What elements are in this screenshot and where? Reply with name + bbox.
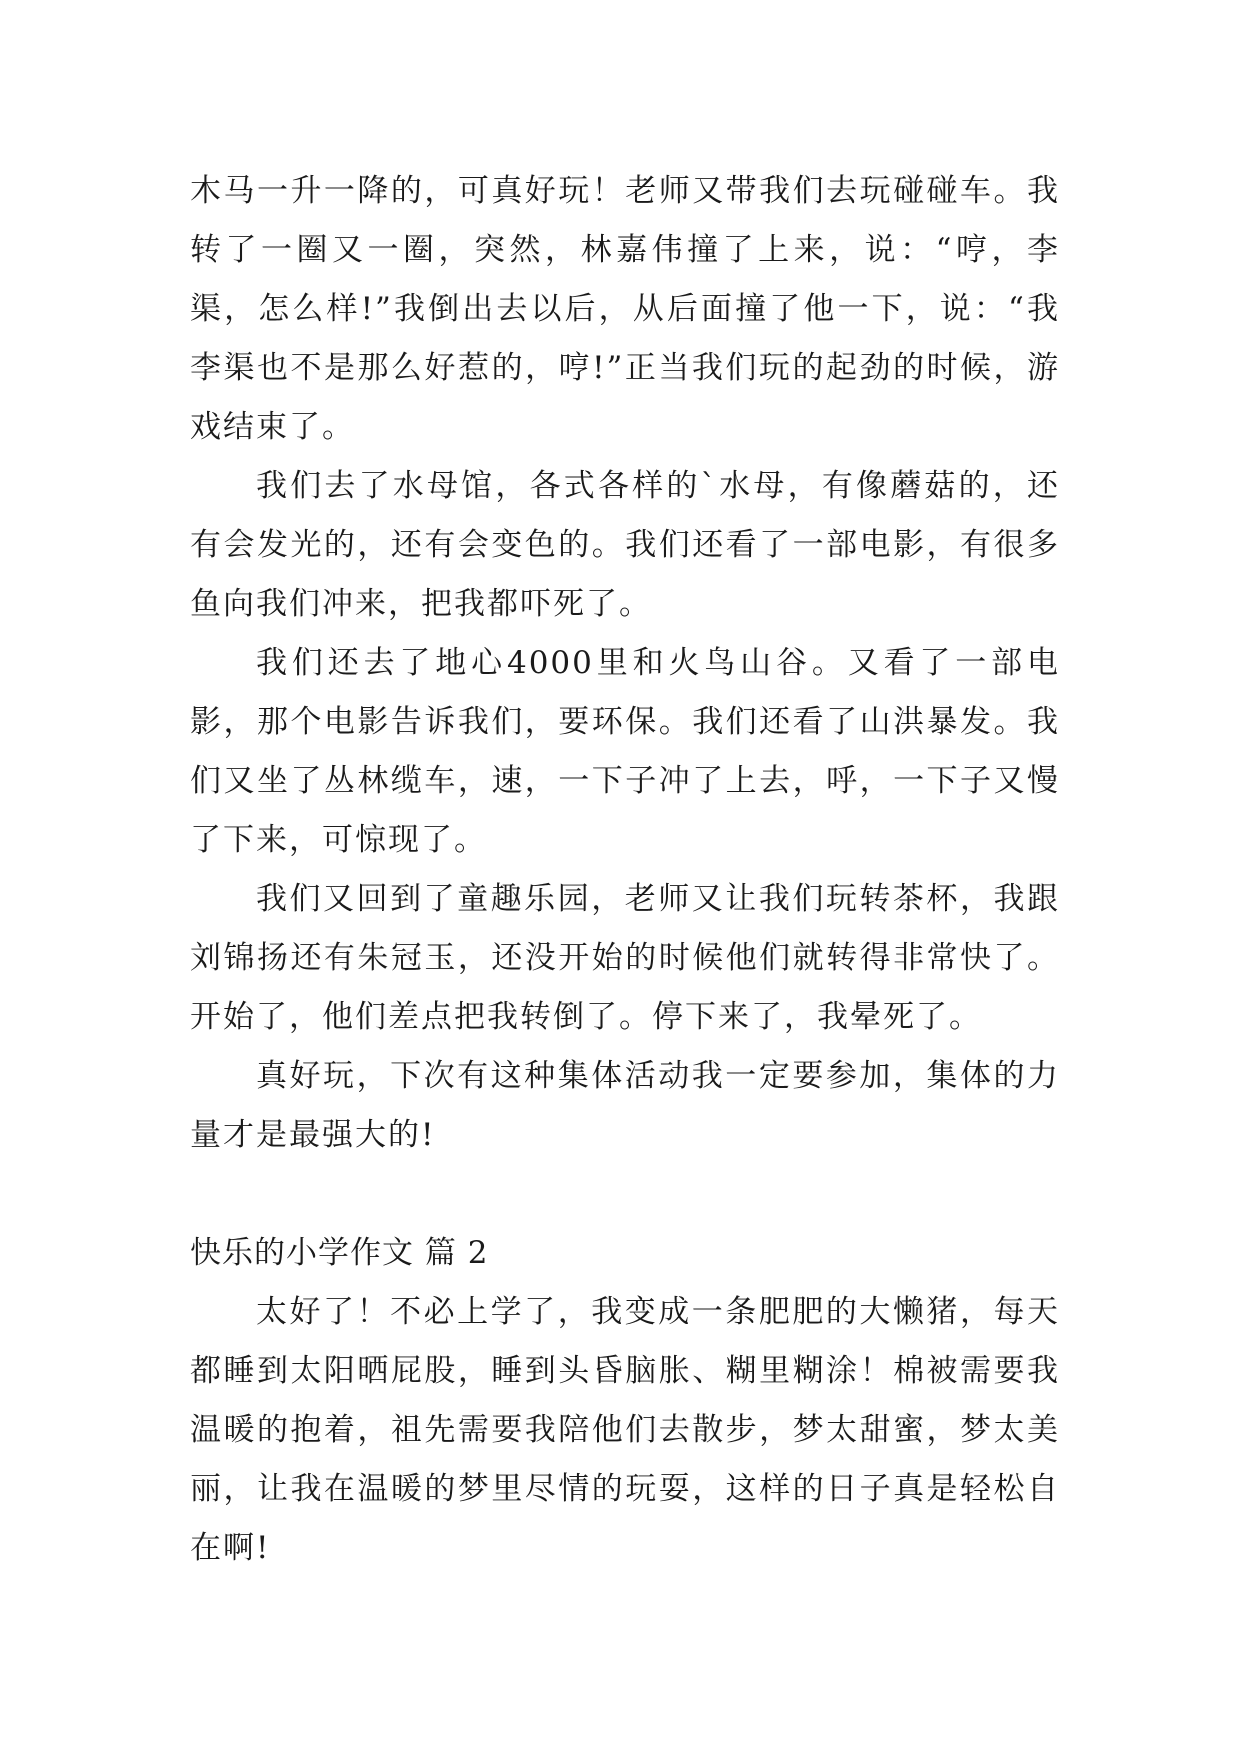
paragraph: 我们又回到了童趣乐园，老师又让我们玩转茶杯，我跟刘锦扬还有朱冠玉，还没开始的时候他们就转得非常快了。开始了，他们差点把我转倒了。停下来了，我晕死了。 [190, 881, 1060, 1035]
paragraph: 太好了！不必上学了，我变成一条肥肥的大懒猪，每天都睡到太阳晒屁股，睡到头昏脑胀、糊里糊涂！棉被需要我温暖的抱着，祖先需要我陪他们去散步，梦太甜蜜，梦太美丽，让我在温暖的梦里尽情的玩耍，这样的日子真是轻松自在啊! [190, 1294, 1060, 1566]
document-body [190, 162, 1060, 1578]
paragraph: 我们去了水母馆，各式各样的`水母，有像蘑菇的，还有会发光的，还有会变色的。我们还看了一部电影，有很多鱼向我们冲来，把我都吓死了。 [190, 468, 1060, 622]
section-spacer [190, 1165, 1060, 1224]
paragraph: 我们还去了地心4000里和火鸟山谷。又看了一部电影，那个电影告诉我们，要环保。我们还看了山洪暴发。我们又坐了丛林缆车，速，一下子冲了上去，呼，一下子又慢了下来，可惊现了。 [190, 645, 1060, 858]
section-title: 快乐的小学作文 篇 2 [190, 1235, 489, 1271]
paragraph: 木马一升一降的，可真好玩！老师又带我们去玩碰碰车。我转了一圈又一圈，突然，林嘉伟撞了上来，说：“哼，李渠，怎么样!”我倒出去以后，从后面撞了他一下，说：“我李渠也不是那么好惹的，哼!”正当我们玩的起劲的时候，游戏结束了。 [190, 173, 1060, 445]
paragraph: 真好玩，下次有这种集体活动我一定要参加，集体的力量才是最强大的! [190, 1058, 1060, 1153]
